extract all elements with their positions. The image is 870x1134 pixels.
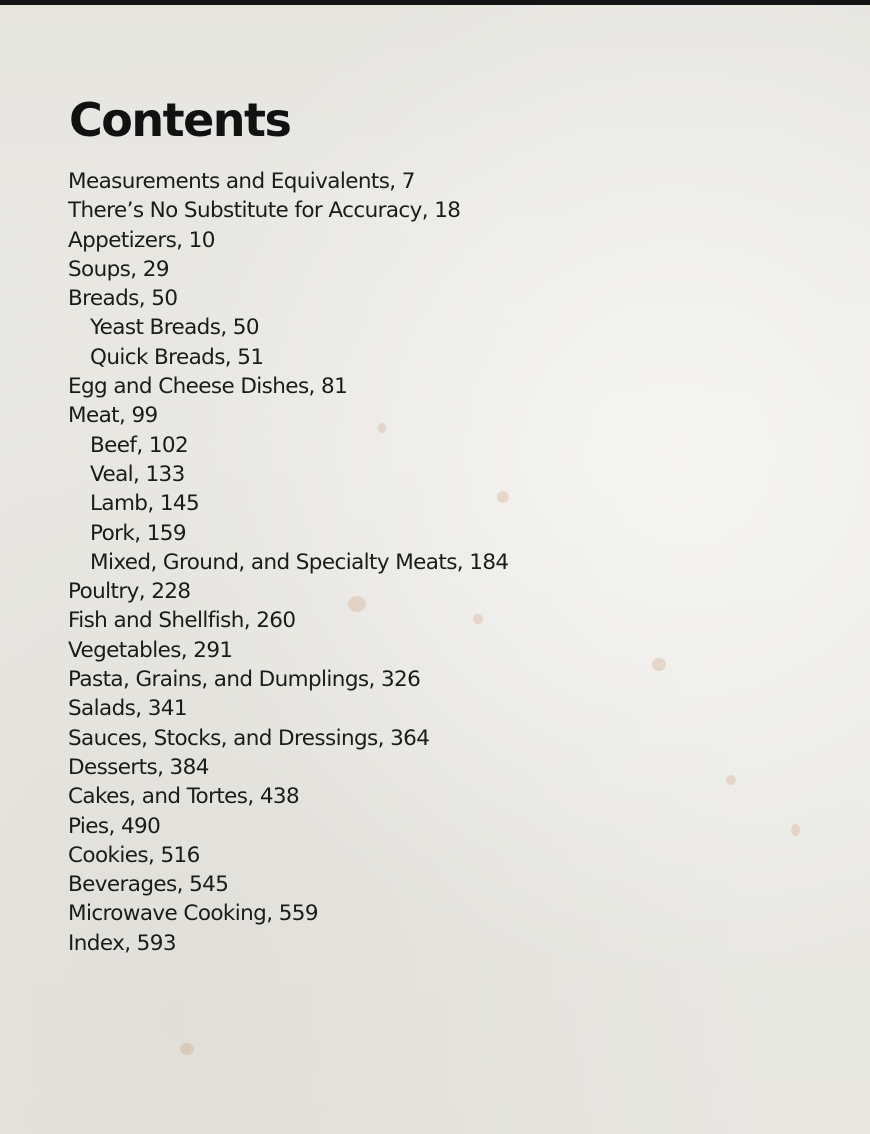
toc-entry: Egg and Cheese Dishes, 81 xyxy=(68,374,348,400)
page-title: Contents xyxy=(69,93,291,147)
toc-entry: Appetizers, 10 xyxy=(68,227,215,253)
toc-entry: Breads, 50 xyxy=(68,286,178,312)
toc-entry: Microwave Cooking, 559 xyxy=(68,901,318,927)
toc-entry: Fish and Shellfish, 260 xyxy=(68,608,296,634)
toc-entry: Meat, 99 xyxy=(68,403,158,429)
toc-entry: Measurements and Equivalents, 7 xyxy=(68,169,415,194)
paper-stain xyxy=(726,775,736,785)
page-top-edge xyxy=(0,0,870,5)
toc-subentry: Beef, 102 xyxy=(90,432,189,458)
toc-subentry: Pork, 159 xyxy=(90,520,186,546)
toc-entry: Index, 593 xyxy=(68,930,176,956)
toc-entry: Cakes, and Tortes, 438 xyxy=(68,784,300,810)
toc-entry: Salads, 341 xyxy=(68,696,187,722)
toc-subentry: Veal, 133 xyxy=(90,461,185,487)
toc-subentry: Lamb, 145 xyxy=(90,491,200,517)
toc-entry: Beverages, 545 xyxy=(68,872,229,898)
toc-entry: Sauces, Stocks, and Dressings, 364 xyxy=(68,725,430,751)
toc-entry: Soups, 29 xyxy=(68,256,169,282)
toc-subentry: Quick Breads, 51 xyxy=(90,344,264,370)
toc-entry: Cookies, 516 xyxy=(68,842,200,868)
toc-entry: Pasta, Grains, and Dumplings, 326 xyxy=(68,667,421,693)
toc-entry: Poultry, 228 xyxy=(68,579,191,605)
toc-subentry: Yeast Breads, 50 xyxy=(90,315,259,341)
paper-stain xyxy=(791,824,800,836)
toc-subentry: Mixed, Ground, and Specialty Meats, 184 xyxy=(90,549,509,575)
paper-stain xyxy=(652,658,666,671)
table-of-contents xyxy=(68,167,509,958)
toc-entry: Pies, 490 xyxy=(68,813,161,839)
toc-entry: Vegetables, 291 xyxy=(68,637,233,663)
toc-entry: There’s No Substitute for Accuracy, 18 xyxy=(68,198,461,224)
paper-stain xyxy=(180,1043,194,1055)
toc-entry: Desserts, 384 xyxy=(68,754,209,780)
